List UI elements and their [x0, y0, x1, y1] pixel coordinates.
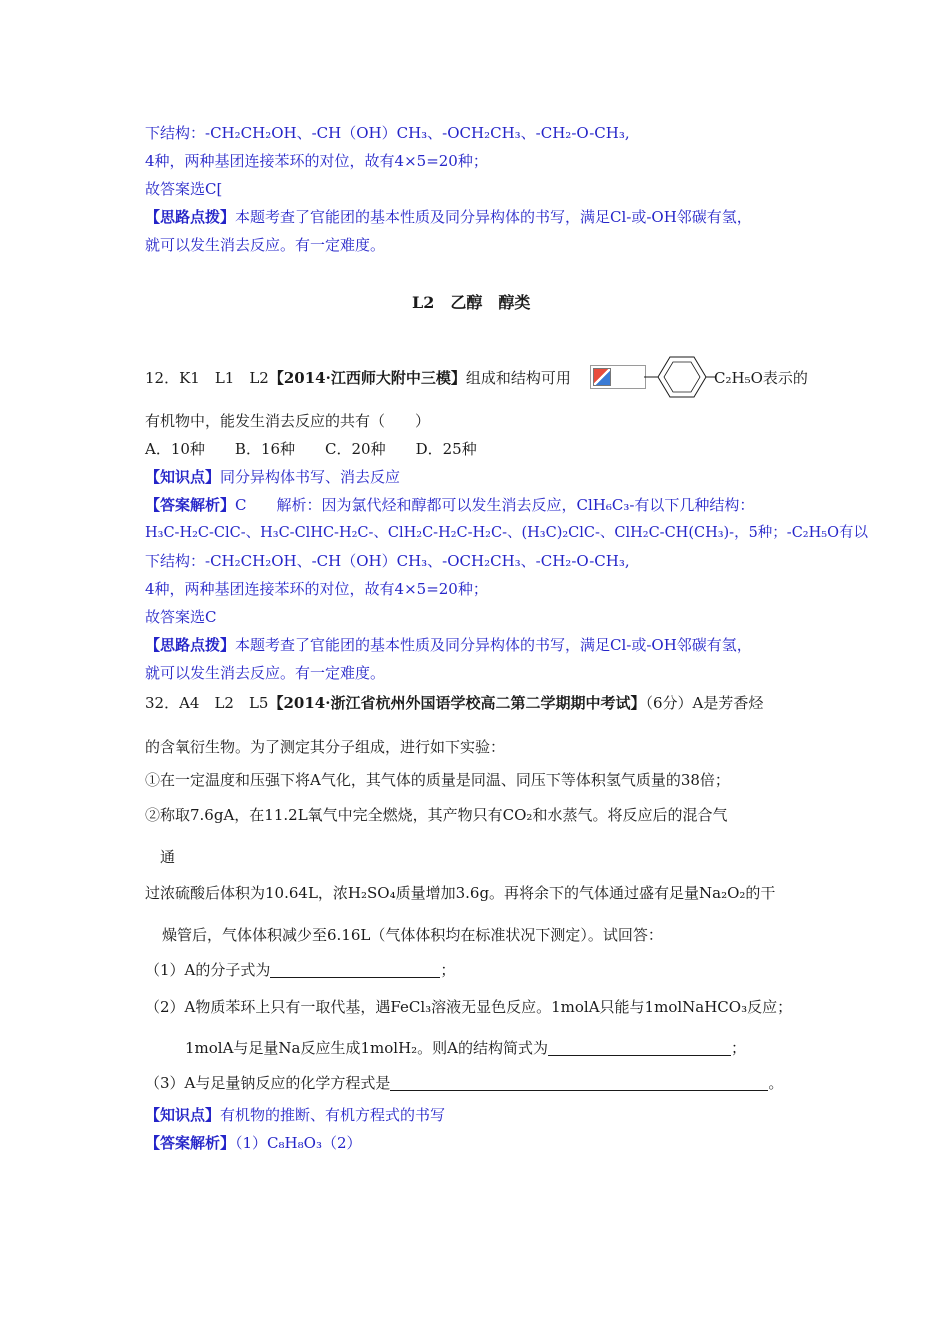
tip-label: 【思路点拨】 — [145, 208, 236, 226]
q32-line-4: ②称取7.6gA，在11.2L氧气中完全燃烧，其产物只有CO₂和水蒸气。将反应后的混合气 — [145, 806, 728, 824]
q12-formula-tail — [714, 368, 808, 388]
q12-answer — [145, 495, 754, 515]
q32-sub-3 — [145, 1073, 783, 1093]
q32-head-text: （6分）A是芳香烃 — [645, 694, 764, 712]
sub2b-end: ； — [731, 1039, 747, 1057]
ans-label: 【答案解析】 — [145, 1134, 236, 1152]
q32-line-6: 过浓硫酸后体积为10.64L，浓H₂SO₄质量增加3.6g。再将余下的气体通过盛有足量Na₂O₂的干 — [145, 884, 776, 902]
sub1-text: （1）A的分子式为 — [145, 961, 271, 979]
q12-line-2: 有机物中，能发生消去反应的共有（ ） — [145, 412, 431, 430]
sub3-text: （3）A与足量钠反应的化学方程式是 — [145, 1074, 391, 1092]
ans-text: （1）C₈H₈O₃（2） — [235, 1134, 362, 1152]
ans-text: C 解析：因为氯代烃和醇都可以发生消去反应，ClH₆C₃-有以下几种结构： — [235, 496, 755, 514]
q32-line-2: 的含氧衍生物。为了测定其分子组成，进行如下实验： — [145, 738, 506, 756]
q32-knowledge-point — [145, 1105, 445, 1125]
q32-line-7: 燥管后，气体体积减少至6.16L（气体体积均在标准状况下测定）。试回答： — [162, 926, 663, 944]
broken-image-icon — [590, 365, 646, 389]
section-title: L2 乙醇 醇类 — [412, 293, 531, 312]
kp-text: 有机物的推断、有机方程式的书写 — [220, 1106, 446, 1124]
sub1-end: ； — [440, 961, 456, 979]
sub3-end: 。 — [768, 1074, 784, 1092]
q12-number: 12．K1 L1 L2 — [145, 369, 269, 387]
q12-tip-line-2: 就可以发生消去反应。有一定难度。 — [145, 664, 386, 682]
q12-answer-line-5: 故答案选C — [145, 608, 217, 626]
q12-knowledge-point — [145, 467, 400, 487]
q32-sub-2: （2）A物质苯环上只有一取代基，遇FeCl₃溶液无显色反应。1molA只能与1molNaHCO₃反应； — [145, 998, 793, 1016]
q12-answer-line-3: 下结构：-CH₂CH₂OH、-CH（OH）CH₃、-OCH₂CH₃、-CH₂-O-CH₃, — [145, 552, 630, 570]
q32-line-5: 通 — [160, 848, 176, 866]
answer-blank-3[interactable] — [390, 1074, 768, 1091]
q32-sub-2b — [185, 1038, 746, 1058]
tip-text: 本题考查了官能团的基本性质及同分异构体的书写，满足Cl-或-OH邻碳有氢， — [235, 208, 752, 226]
q32-number: 32．A4 L2 L5 — [145, 694, 269, 712]
q12-formula: C₂H₅O — [714, 369, 763, 387]
q12-answer-line-4: 4种，两种基团连接苯环的对位，故有4×5=20种； — [145, 580, 488, 598]
q12-head-tail: 表示的 — [762, 369, 808, 387]
tip-label: 【思路点拨】 — [145, 636, 236, 654]
kp-text: 同分异构体书写、消去反应 — [220, 468, 401, 486]
ans-label: 【答案解析】 — [145, 496, 236, 514]
q32-source: 【2014·浙江省杭州外国语学校高二第二学期期中考试】 — [268, 694, 646, 712]
answer-blank-2[interactable] — [548, 1039, 731, 1056]
tip-text: 本题考查了官能团的基本性质及同分异构体的书写，满足Cl-或-OH邻碳有氢， — [235, 636, 752, 654]
q12-answer-line-2: H₃C-H₂C-ClC-、H₃C-ClHC-H₂C-、ClH₂C-H₂C-H₂C-、(H₃C)₂ClC-、ClH₂C-CH(CH₃)-，5种；-C₂H₅O有以 — [145, 525, 868, 541]
top-tip — [145, 207, 752, 227]
benzene-ring-structure — [644, 352, 716, 402]
q12-source: 【2014·江西师大附中三模】 — [268, 369, 466, 387]
sub2b-text: 1molA与足量Na反应生成1molH₂。则A的结构简式为 — [185, 1039, 549, 1057]
answer-blank-1[interactable] — [270, 961, 440, 978]
q32-sub-1 — [145, 960, 455, 980]
q12-head-text: 组成和结构可用 — [465, 369, 571, 387]
top-line-1: 下结构：-CH₂CH₂OH、-CH（OH）CH₃、-OCH₂CH₃、-CH₂-O-CH₃, — [145, 124, 630, 142]
top-line-3: 故答案选C[ — [145, 180, 223, 198]
top-tip-line-2: 就可以发生消去反应。有一定难度。 — [145, 236, 386, 254]
q32-answer — [145, 1133, 362, 1153]
q12-tip — [145, 635, 752, 655]
q32-line-3: ①在一定温度和压强下将A气化，其气体的质量是同温、同压下等体积氢气质量的38倍； — [145, 771, 730, 789]
top-line-2: 4种，两种基团连接苯环的对位，故有4×5=20种； — [145, 152, 488, 170]
q12-head — [145, 368, 571, 388]
q32-head — [145, 693, 763, 713]
kp-label: 【知识点】 — [145, 468, 221, 486]
kp-label: 【知识点】 — [145, 1106, 221, 1124]
q12-options: A．10种 B．16种 C．20种 D．25种 — [145, 440, 477, 458]
